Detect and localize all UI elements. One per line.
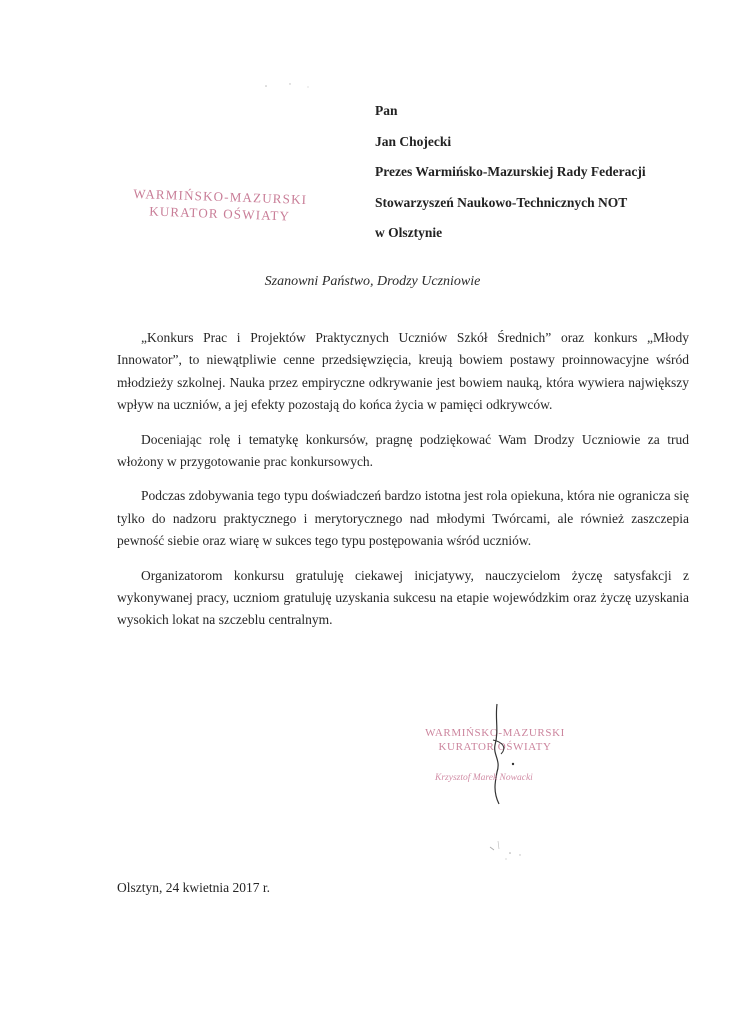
salutation: Szanowni Państwo, Drodzy Uczniowie: [264, 274, 481, 289]
addressee-line: Pan: [375, 103, 398, 118]
addressee-line: w Olsztynie: [375, 225, 443, 240]
handwritten-signature: [455, 700, 535, 820]
scan-speck-marks: [480, 835, 540, 865]
signature-stamp-line1: WARMIŃSKO-MAZURSKI: [425, 727, 565, 739]
paragraph: Doceniając rolę i tematykę konkursów, pragnę podziękować Wam Drodzy Uczniowie za trud włożony w przygotowanie prac konkursowych.: [117, 431, 689, 470]
header-stamp-line2: KURATOR OŚWIATY: [149, 203, 291, 224]
paragraph: Podczas zdobywania tego typu doświadczeń bardzo istotna jest rola opiekuna, która nie ogranicza się tylko do nadzoru praktycznego i merytorycznego nad młodymi Twórcami, ale również zaszczepia pewność siebie oraz wiarę w sukces tego typu postępowania wśród uczniów.: [117, 488, 689, 549]
signer-name: Krzysztof Marek Nowacki: [435, 773, 533, 783]
date-place-line: Olsztyn, 24 kwietnia 2017 r.: [117, 880, 270, 895]
signature-stamp-line2: KURATOR OŚWIATY: [438, 741, 552, 753]
paragraph: Organizatorom konkursu gratuluję ciekawej inicjatywy, nauczycielom życzę satysfakcji z wykonywanej pracy, uczniom gratuluję uzyskania sukcesu na etapie wojewódzkim oraz życzę uzyskania wysokich lokat na szczeblu centralnym.: [117, 567, 689, 628]
addressee-name: Jan Chojecki: [375, 133, 452, 149]
header-stamp-line1: WARMIŃSKO-MAZURSKI: [133, 185, 308, 208]
scan-speck-marks: [260, 80, 320, 92]
addressee-block: [375, 96, 646, 249]
header-stamp: [119, 185, 320, 226]
paragraph: „Konkurs Prac i Projektów Praktycznych Uczniów Szkół Średnich” oraz konkurs „Młody Innowator”, to niewątpliwie cenne przedsięwzięcia, kreują bowiem postawy proinnowacyjne wśród młodzieży szkolnej. Nauka przez empiryczne odkrywanie jest bowiem nauką, która wywiera największy wpływ na uczniów, a jej efekty pozostają do końca życia w pamięci odkrywców.: [117, 330, 689, 413]
addressee-line: Stowarzyszeń Naukowo-Technicznych NOT: [375, 194, 628, 210]
letter-body: [117, 327, 689, 644]
addressee-line: Prezes Warmińsko-Mazurskiej Rady Federacji: [375, 164, 646, 179]
